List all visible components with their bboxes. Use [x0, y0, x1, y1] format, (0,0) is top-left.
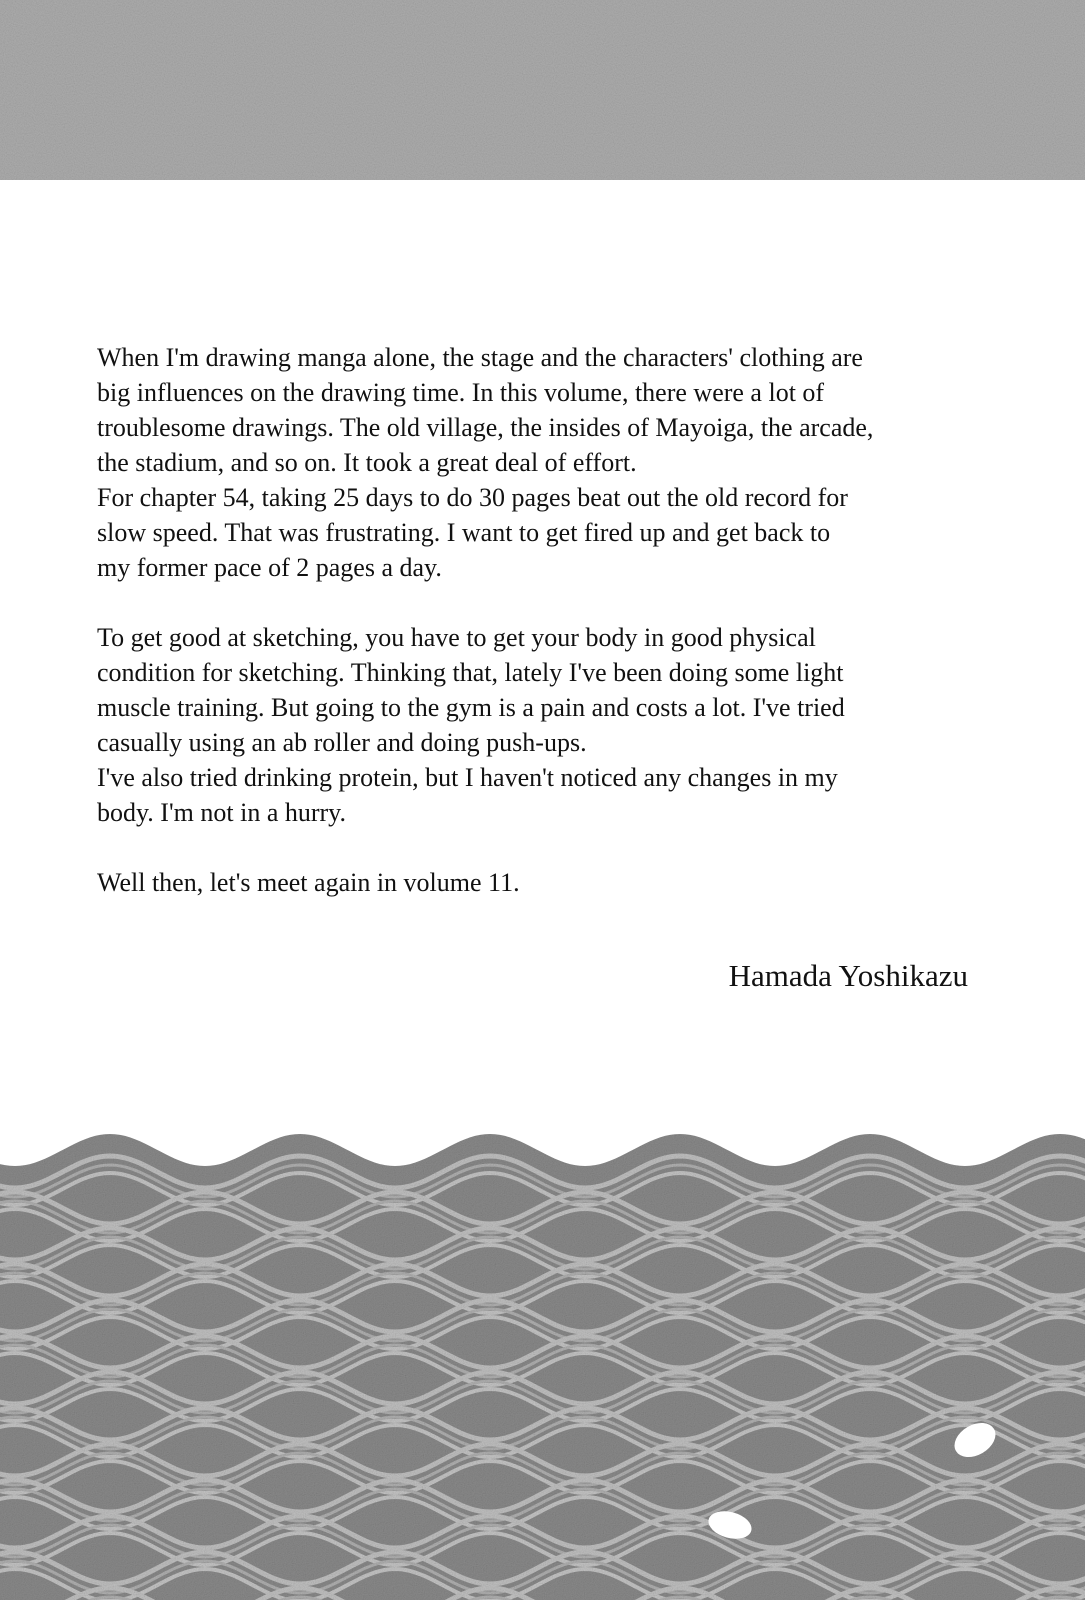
text-line: To get good at sketching, you have to get your body in good physical	[97, 623, 816, 652]
screentone-header-band	[0, 0, 1085, 180]
text-line: my former pace of 2 pages a day.	[97, 553, 442, 582]
paragraph-3	[97, 865, 1057, 900]
text-line: I've also tried drinking protein, but I haven't noticed any changes in my	[97, 763, 838, 792]
wave-pattern-footer	[0, 1120, 1085, 1600]
text-line: body. I'm not in a hurry.	[97, 798, 346, 827]
text-line: troublesome drawings. The old village, the insides of Mayoiga, the arcade,	[97, 413, 874, 442]
author-signature: Hamada Yoshikazu	[728, 958, 968, 993]
text-line: muscle training. But going to the gym is a pain and costs a lot. I've tried	[97, 693, 845, 722]
text-line: condition for sketching. Thinking that, lately I've been doing some light	[97, 658, 844, 687]
text-line: Well then, let's meet again in volume 11.	[97, 868, 520, 897]
text-line: casually using an ab roller and doing push-ups.	[97, 728, 587, 757]
text-line: slow speed. That was frustrating. I want to get fired up and get back to	[97, 518, 831, 547]
text-line: For chapter 54, taking 25 days to do 30 pages beat out the old record for	[97, 483, 848, 512]
afterword-text	[97, 340, 1057, 900]
paragraph-2	[97, 620, 1057, 830]
paragraph-1	[97, 340, 1057, 585]
text-line: When I'm drawing manga alone, the stage and the characters' clothing are	[97, 343, 863, 372]
text-line: the stadium, and so on. It took a great deal of effort.	[97, 448, 637, 477]
text-line: big influences on the drawing time. In this volume, there were a lot of	[97, 378, 825, 407]
